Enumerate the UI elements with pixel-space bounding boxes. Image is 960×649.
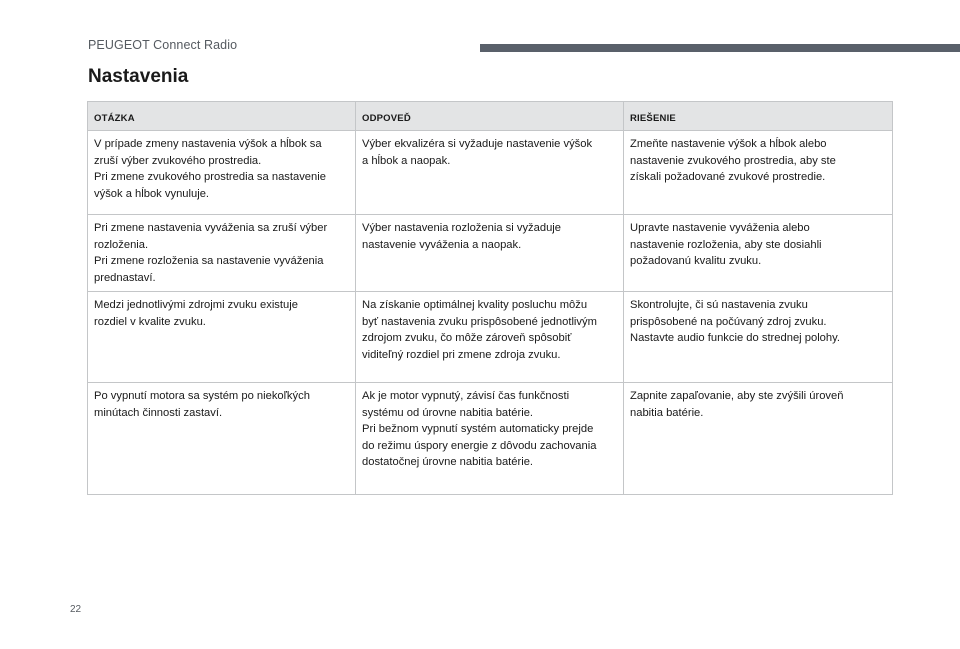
page-number: 22	[70, 604, 82, 615]
question-cell	[88, 131, 356, 215]
solution-line: Nastavte audio funkcie do strednej polohy.	[630, 332, 840, 344]
question-line: V prípade zmeny nastavenia výšok a hĺbok sa	[94, 138, 322, 150]
question-line: rozloženia.	[94, 238, 149, 251]
question-line: rozdiel v kvalite zvuku.	[94, 315, 206, 328]
question-line: výšok a hĺbok vynuluje.	[94, 187, 210, 200]
solution-line: Upravte nastavenie vyváženia alebo	[630, 222, 810, 234]
table-header-row	[88, 102, 893, 131]
solution-cell	[624, 292, 893, 383]
faq-table	[87, 101, 893, 495]
question-line: prednastaví.	[94, 271, 156, 284]
table-row	[88, 215, 893, 292]
column-header-answer: ODPOVEĎ	[356, 102, 624, 131]
solution-line: nastavenie zvukového prostredia, aby ste	[630, 154, 836, 167]
question-line: Po vypnutí motora sa systém po niekoľkých	[94, 390, 310, 402]
answer-line: Ak je motor vypnutý, závisí čas funkčnosti	[362, 390, 570, 402]
question-cell	[88, 292, 356, 383]
solution-line: Zmeňte nastavenie výšok a hĺbok alebo	[630, 138, 827, 150]
solution-line: nastavenie rozloženia, aby ste dosiahli	[630, 238, 822, 251]
question-cell	[88, 215, 356, 292]
solution-line: Zapnite zapaľovanie, aby ste zvýšili úroveň	[630, 390, 844, 402]
question-line: zruší výber zvukového prostredia.	[94, 154, 262, 167]
answer-line: systému od úrovne nabitia batérie.	[362, 406, 534, 419]
header-title: PEUGEOT Connect Radio	[88, 38, 238, 52]
answer-line: Pri bežnom vypnutí systém automaticky prejde	[362, 423, 594, 435]
solution-cell	[624, 131, 893, 215]
answer-line: do režimu úspory energie z dôvodu zachovania	[362, 439, 597, 452]
table-row	[88, 292, 893, 383]
question-line: Medzi jednotlivými zdrojmi zvuku existuje	[94, 299, 298, 311]
question-line: Pri zmene zvukového prostredia sa nastavenie	[94, 171, 326, 183]
solution-cell	[624, 215, 893, 292]
header-bar	[480, 44, 960, 52]
solution-line: získali požadované zvukové prostredie.	[630, 171, 826, 183]
solution-line: Skontrolujte, či sú nastavenia zvuku	[630, 299, 808, 311]
answer-line: Výber nastavenia rozloženia si vyžaduje	[362, 222, 561, 234]
question-line: Pri zmene nastavenia vyváženia sa zruší výber	[94, 222, 328, 234]
answer-line: zdrojom zvuku, čo môže zároveň spôsobiť	[362, 332, 572, 344]
table-row	[88, 383, 893, 495]
answer-cell	[356, 215, 624, 292]
answer-line: nastavenie vyváženia a naopak.	[362, 238, 522, 251]
question-line: minútach činnosti zastaví.	[94, 406, 223, 419]
column-header-question: OTÁZKA	[88, 102, 356, 131]
answer-line: dostatočnej úrovne nabitia batérie.	[362, 456, 534, 468]
answer-cell	[356, 131, 624, 215]
answer-line: Na získanie optimálnej kvality posluchu môžu	[362, 299, 588, 311]
solution-cell	[624, 383, 893, 495]
question-line: Pri zmene rozloženia sa nastavenie vyváženia	[94, 255, 324, 267]
answer-cell	[356, 383, 624, 495]
answer-line: viditeľný rozdiel pri zmene zdroja zvuku.	[362, 348, 561, 361]
solution-line: prispôsobené na počúvaný zdroj zvuku.	[630, 315, 827, 328]
column-header-solution: RIEŠENIE	[624, 102, 893, 131]
answer-line: byť nastavenia zvuku prispôsobené jednotlivým	[362, 315, 597, 328]
answer-line: Výber ekvalizéra si vyžaduje nastavenie výšok	[362, 138, 593, 150]
table-row	[88, 131, 893, 215]
solution-line: nabitia batérie.	[630, 406, 704, 419]
answer-cell	[356, 292, 624, 383]
question-cell	[88, 383, 356, 495]
answer-line: a hĺbok a naopak.	[362, 154, 451, 167]
section-title: Nastavenia	[88, 66, 189, 87]
solution-line: požadovanú kvalitu zvuku.	[630, 255, 762, 267]
